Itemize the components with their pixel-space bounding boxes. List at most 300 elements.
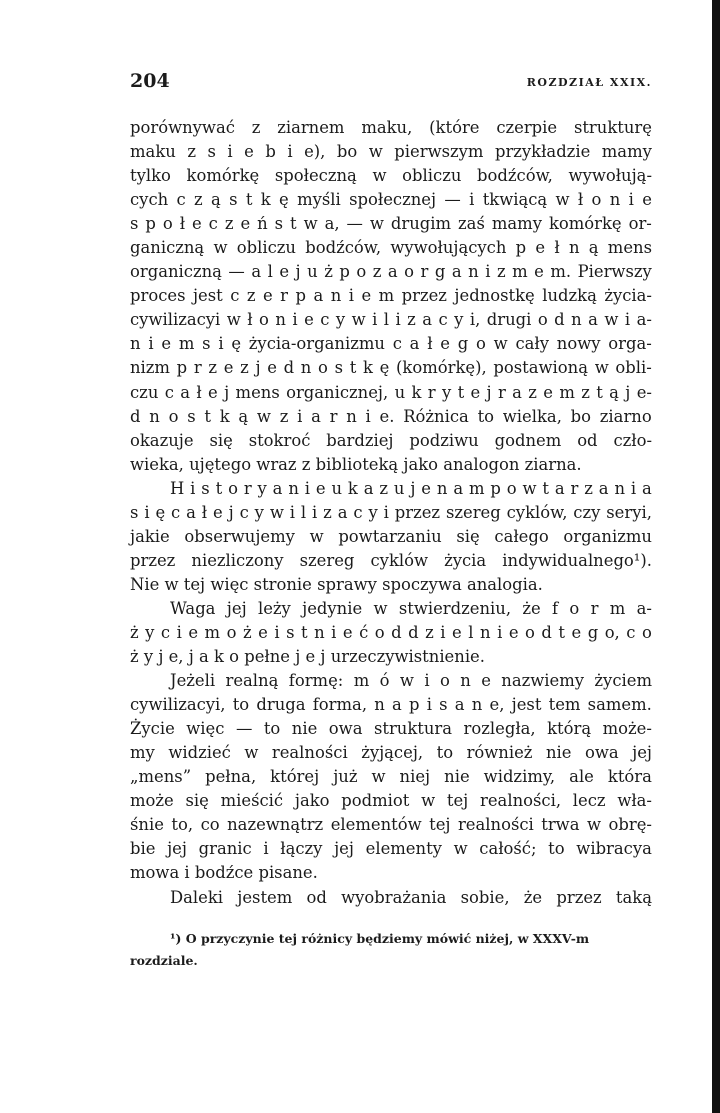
word: a <box>409 334 420 354</box>
word: czło- <box>613 430 652 450</box>
text-line <box>130 501 652 525</box>
word: w <box>522 478 537 498</box>
word: — <box>346 214 363 234</box>
word: nowy <box>556 334 601 354</box>
word: z <box>581 382 590 402</box>
word: t <box>290 214 297 234</box>
word: nie <box>545 743 572 763</box>
word: m. <box>550 262 572 282</box>
word: a <box>588 310 598 330</box>
word: r <box>329 406 338 426</box>
word: y <box>254 502 264 522</box>
word: e <box>240 214 251 234</box>
word: a <box>453 478 464 498</box>
text-line <box>130 789 652 813</box>
word: ludzką <box>542 286 597 306</box>
word: e <box>642 190 652 210</box>
word: a <box>392 695 402 715</box>
word: z <box>425 622 434 642</box>
word: a <box>598 478 609 498</box>
word: i <box>348 286 354 306</box>
text-line <box>130 140 652 164</box>
word: m <box>512 262 528 282</box>
word: w <box>493 334 508 354</box>
word: którą <box>547 719 592 739</box>
word: czerpie <box>496 118 558 137</box>
word: a <box>180 382 191 402</box>
word: bo <box>336 142 358 162</box>
word: (komórkę), <box>396 358 487 378</box>
word: r <box>193 358 202 378</box>
word: o <box>525 622 535 642</box>
text-line <box>130 717 652 741</box>
word: i <box>190 478 196 498</box>
word: już <box>333 767 358 787</box>
word: w <box>256 406 271 426</box>
word: o <box>374 622 385 642</box>
word: obli- <box>615 358 652 378</box>
word: a <box>311 406 321 426</box>
word: c <box>230 286 240 306</box>
word: n <box>471 695 483 715</box>
word: o <box>259 310 269 330</box>
word: podmiot <box>341 791 410 811</box>
text-line <box>130 332 652 356</box>
word: e <box>361 286 372 306</box>
text-line <box>130 886 652 910</box>
word: c <box>353 502 363 522</box>
word: n <box>330 286 342 306</box>
word: n <box>468 262 479 282</box>
word: rozległa, <box>463 719 536 739</box>
word: p <box>490 478 501 498</box>
word: i <box>144 502 150 522</box>
word: j <box>625 382 631 402</box>
word: i <box>263 839 269 859</box>
word: z <box>584 478 593 498</box>
word: u <box>394 382 406 402</box>
word: f <box>552 598 559 618</box>
word: trwa <box>541 815 580 835</box>
text-line <box>130 813 652 837</box>
word: e <box>440 334 450 354</box>
word: e <box>481 671 491 691</box>
text-line <box>130 284 652 308</box>
word: w <box>421 791 436 811</box>
word: o <box>537 310 548 330</box>
word: bodźców, <box>305 238 382 258</box>
word: się <box>185 791 209 811</box>
word: ę <box>279 190 289 210</box>
word: c <box>438 310 448 330</box>
word: elementów <box>330 815 422 835</box>
word: k <box>219 406 230 426</box>
word: druga <box>256 695 306 715</box>
word: g <box>434 262 446 282</box>
word: i <box>372 310 378 330</box>
word: t <box>300 622 308 642</box>
text-line <box>130 260 652 284</box>
word: widzimy, <box>483 767 556 787</box>
text-line <box>130 381 652 405</box>
word: orga- <box>608 334 652 354</box>
word: a- <box>636 598 652 618</box>
word: e <box>304 310 314 330</box>
word: jestem <box>237 887 293 907</box>
word: k <box>363 358 373 378</box>
word: t <box>596 382 603 402</box>
word: b <box>265 142 276 162</box>
word: realności <box>457 815 534 835</box>
word: m <box>178 334 195 354</box>
word: cych <box>130 190 169 210</box>
word: k <box>411 382 422 402</box>
word: ę <box>155 502 166 522</box>
word: tej <box>446 791 469 811</box>
word: c <box>171 502 181 522</box>
word: s <box>334 358 344 378</box>
word: się <box>456 526 480 546</box>
word: jako <box>294 791 330 811</box>
word: maku, <box>361 118 413 137</box>
word: e <box>571 622 582 642</box>
word: i <box>395 310 401 330</box>
word: m <box>609 598 626 618</box>
word: ą <box>238 406 249 426</box>
word: formę: <box>288 671 344 691</box>
word: przez <box>130 550 176 570</box>
word: jej <box>334 839 354 859</box>
word: ł <box>196 382 202 402</box>
word: — <box>444 190 461 210</box>
word: tylko <box>130 166 171 186</box>
word: w <box>368 142 383 162</box>
word: myśli <box>297 190 341 210</box>
word: H <box>170 478 185 498</box>
word: s <box>202 334 211 354</box>
word: to <box>477 406 495 426</box>
word: i <box>469 190 475 210</box>
word: i <box>365 406 371 426</box>
word: s <box>286 622 295 642</box>
text-line <box>130 861 652 885</box>
word: w <box>372 166 387 186</box>
word: n <box>288 478 299 498</box>
word: i <box>304 478 311 498</box>
word: m <box>559 382 575 402</box>
word: i <box>274 622 280 642</box>
word: mens <box>607 238 652 258</box>
word: w <box>373 598 388 618</box>
word: s <box>439 695 448 715</box>
word: społeczną <box>274 166 357 186</box>
word: e <box>244 142 254 162</box>
word: d <box>408 622 419 642</box>
word: przez <box>401 286 447 306</box>
word: n <box>314 622 325 642</box>
word: i <box>292 310 298 330</box>
word: wielka, <box>502 406 562 426</box>
word: całość; <box>479 839 537 859</box>
word: g <box>457 334 469 354</box>
word: żyjącej, <box>361 743 424 763</box>
word: taką <box>615 887 652 907</box>
text-line <box>130 188 652 212</box>
word: l <box>468 622 474 642</box>
word: e <box>267 358 277 378</box>
word: c <box>320 310 330 330</box>
page-edge-shadow <box>712 0 720 1113</box>
word: cały <box>515 334 549 354</box>
text-line <box>130 405 652 429</box>
word: i, <box>469 310 481 330</box>
word: s <box>229 190 238 210</box>
word: n <box>436 478 448 498</box>
word: Waga <box>170 598 216 618</box>
word: leży <box>257 598 291 618</box>
word: z <box>208 358 218 378</box>
text-line <box>130 621 652 645</box>
text-line <box>130 429 652 453</box>
text-line <box>130 236 652 260</box>
word: r <box>570 478 579 498</box>
word: n <box>568 238 580 258</box>
word: c <box>164 382 174 402</box>
word: ą <box>588 238 599 258</box>
word: obserwujemy <box>184 526 295 546</box>
word: t <box>245 190 253 210</box>
word: wibracya <box>576 839 652 859</box>
footnote <box>130 928 652 972</box>
word: a, <box>324 214 340 234</box>
text-line <box>130 741 652 765</box>
text-line <box>130 837 652 861</box>
word: realności, <box>480 791 562 811</box>
word: n <box>300 358 312 378</box>
word: ą <box>211 190 221 210</box>
text-line <box>130 693 652 717</box>
word: n <box>346 406 357 426</box>
text-line-content: wieka, ujętego wraz z biblioteką jako analogon ziarna. <box>130 454 582 474</box>
word: k <box>260 190 271 210</box>
word: w <box>351 310 366 330</box>
word: n <box>609 190 621 210</box>
word: a <box>512 382 522 402</box>
word: sobie, <box>460 887 510 907</box>
word: nizm <box>130 358 170 378</box>
word: stwierdzeniu, <box>398 598 512 618</box>
word: Pierwszy <box>577 262 652 282</box>
word: j <box>255 358 261 378</box>
word: t <box>558 622 565 642</box>
word: w <box>399 671 414 691</box>
word: możе- <box>602 719 652 739</box>
word: jej <box>632 743 652 763</box>
text-line-content: mowa i bodźce pisane. <box>130 863 318 883</box>
word: nazewnątrz <box>227 815 324 835</box>
word: w <box>226 310 241 330</box>
word: e <box>258 622 268 642</box>
word: strukturę <box>573 118 652 137</box>
word: m <box>353 671 370 691</box>
word: r <box>420 262 429 282</box>
word: która <box>607 767 652 787</box>
word: ę <box>379 358 390 378</box>
word: s <box>130 502 139 522</box>
word: to <box>263 719 281 739</box>
word: g <box>587 622 599 642</box>
word: granic <box>198 839 252 859</box>
word: o <box>356 262 367 282</box>
word: d <box>391 622 402 642</box>
word: nie <box>291 719 318 739</box>
word: o <box>162 214 173 234</box>
word: ł <box>554 238 560 258</box>
word: o <box>439 671 450 691</box>
word: a <box>337 502 348 522</box>
word: cyklów, <box>506 502 568 522</box>
word: my <box>130 743 155 763</box>
word: d <box>554 310 565 330</box>
word: p <box>339 262 350 282</box>
word: a <box>554 478 565 498</box>
word: życia <box>444 550 487 570</box>
word: t <box>457 382 465 402</box>
word: mens <box>235 382 280 402</box>
word: całego <box>494 526 549 546</box>
word: pierwszym <box>394 142 484 162</box>
text-line <box>130 453 652 477</box>
word: p <box>295 286 306 306</box>
body-text <box>130 116 652 910</box>
word: wyobrażania <box>341 887 447 907</box>
word: z <box>496 262 506 282</box>
word: ć <box>359 622 369 642</box>
word: e <box>279 262 290 282</box>
word: a <box>251 262 262 282</box>
text-line <box>130 212 652 236</box>
word: niezliczony <box>191 550 284 570</box>
word: y <box>368 502 378 522</box>
word: a <box>186 502 196 522</box>
word: w <box>244 743 259 763</box>
word: m <box>204 622 221 642</box>
word: może <box>130 791 174 811</box>
word: lecz <box>572 791 606 811</box>
word: ł <box>201 502 208 522</box>
word: z <box>279 406 289 426</box>
word: ł <box>427 334 433 354</box>
word: życia-organizmu <box>248 334 385 354</box>
word: y <box>454 310 464 330</box>
word: — <box>228 262 245 282</box>
word: o <box>226 622 237 642</box>
word: i <box>331 622 337 642</box>
word: e, <box>489 695 505 715</box>
word: u <box>393 478 405 498</box>
word: przez <box>394 502 441 522</box>
word: forma, <box>312 695 368 715</box>
word: n <box>130 334 141 354</box>
word: ł <box>247 310 253 330</box>
word: o <box>506 478 517 498</box>
word: bardziej <box>326 430 394 450</box>
word: a- <box>636 310 652 330</box>
word: organizmu <box>563 526 652 546</box>
word: z <box>187 142 196 162</box>
word: czu <box>130 382 159 402</box>
word: indywidualnego¹). <box>502 550 652 570</box>
word: r <box>590 598 599 618</box>
word: komórkę <box>186 166 260 186</box>
word: łączy <box>280 839 323 859</box>
word: „mens” <box>130 767 192 787</box>
word: m <box>378 286 395 306</box>
word: ń <box>257 214 268 234</box>
word: e <box>470 382 481 402</box>
word: y <box>335 310 346 330</box>
word: Jeżeli <box>170 671 216 691</box>
word: a <box>363 478 374 498</box>
word: seryi, <box>606 502 652 522</box>
word: jest <box>511 695 542 715</box>
word: życia- <box>604 286 652 306</box>
word: o <box>228 478 238 498</box>
word: d <box>130 406 141 426</box>
word: e <box>421 478 431 498</box>
word: s <box>274 214 284 234</box>
word: e <box>315 478 326 498</box>
word: n <box>614 478 625 498</box>
word: więc <box>186 719 225 739</box>
word: jednostkę <box>454 286 535 306</box>
word: e <box>188 622 199 642</box>
word: z <box>407 310 416 330</box>
word: i <box>440 622 446 642</box>
word: powtarzaniu <box>338 526 442 546</box>
word: podziwu <box>409 430 479 450</box>
word: l <box>383 310 390 330</box>
word: p <box>176 358 188 378</box>
word: cywilizacyi <box>130 310 221 330</box>
word: c <box>160 622 171 642</box>
word: się <box>209 430 233 450</box>
word: c <box>208 214 218 234</box>
word: n <box>149 406 160 426</box>
word: ż <box>130 622 139 642</box>
word: r <box>243 478 252 498</box>
word: bie <box>130 839 156 859</box>
word: mamy <box>601 142 652 162</box>
word: z <box>240 358 249 378</box>
word: drugim <box>390 214 452 234</box>
word: obliczu <box>236 238 296 258</box>
word: owa <box>584 743 619 763</box>
word: życiem <box>594 671 652 691</box>
text-line-content: ż y j e, j a k o pełne j e j urzeczywistnienie. <box>130 647 485 667</box>
word: i <box>497 622 503 642</box>
word: organiczną <box>130 262 222 282</box>
page-number: 204 <box>130 70 170 92</box>
word: s <box>130 214 139 234</box>
word: z <box>251 118 261 137</box>
word: to <box>548 839 565 859</box>
word: j <box>228 502 234 522</box>
word: a <box>454 695 465 715</box>
word: n <box>571 310 582 330</box>
word: od <box>577 430 598 450</box>
word: postawioną <box>493 358 588 378</box>
